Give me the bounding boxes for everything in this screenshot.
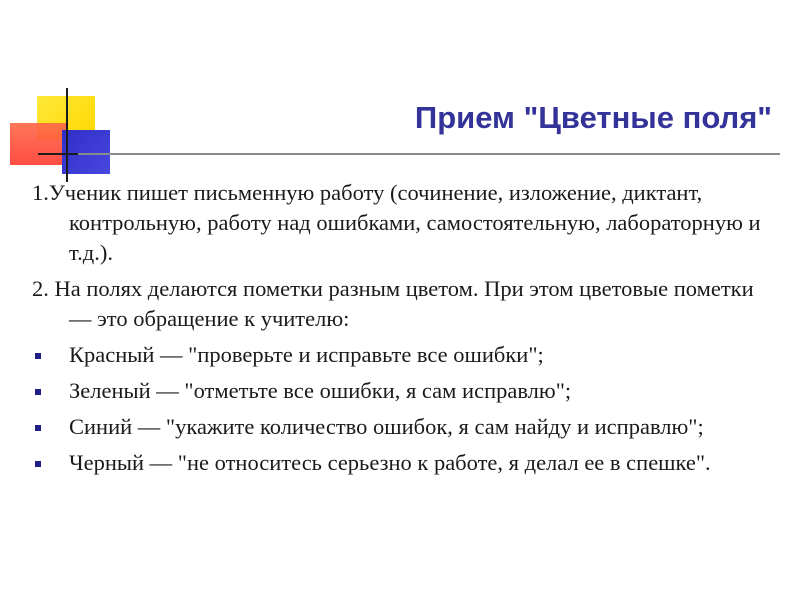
paragraph-1: 1.Ученик пишет письменную работу (сочинение, изложение, диктант, контрольную, работу над ошибками, самостоятельную, лабораторную и т.д.). [32, 180, 761, 265]
square-bullet-icon [35, 389, 41, 395]
bullet-green [32, 376, 762, 406]
blue-square [62, 130, 110, 174]
square-bullet-icon [35, 461, 41, 467]
bullet-text: Синий — "укажите количество ошибок, я сам найду и исправлю"; [69, 414, 704, 439]
square-bullet-icon [35, 353, 41, 359]
paragraph-2: 2. На полях делаются пометки разным цветом. При этом цветовые пометки — это обращение к учителю: [32, 276, 754, 331]
red-square [10, 123, 68, 165]
title-divider [78, 153, 780, 155]
bullet-text: Красный — "проверьте и исправьте все ошибки"; [69, 342, 544, 367]
bullet-red [32, 340, 762, 370]
bullet-text: Черный — "не относитесь серьезно к работе, я делал ее в спешке". [69, 450, 711, 475]
square-bullet-icon [35, 425, 41, 431]
bullet-black [32, 448, 762, 478]
slide-body [32, 178, 762, 484]
bullet-blue [32, 412, 762, 442]
logo-horizontal-line [38, 153, 78, 155]
logo-vertical-line [66, 88, 68, 182]
bullet-text: Зеленый — "отметьте все ошибки, я сам исправлю"; [69, 378, 572, 403]
slide-title: Прием "Цветные поля" [414, 100, 772, 135]
